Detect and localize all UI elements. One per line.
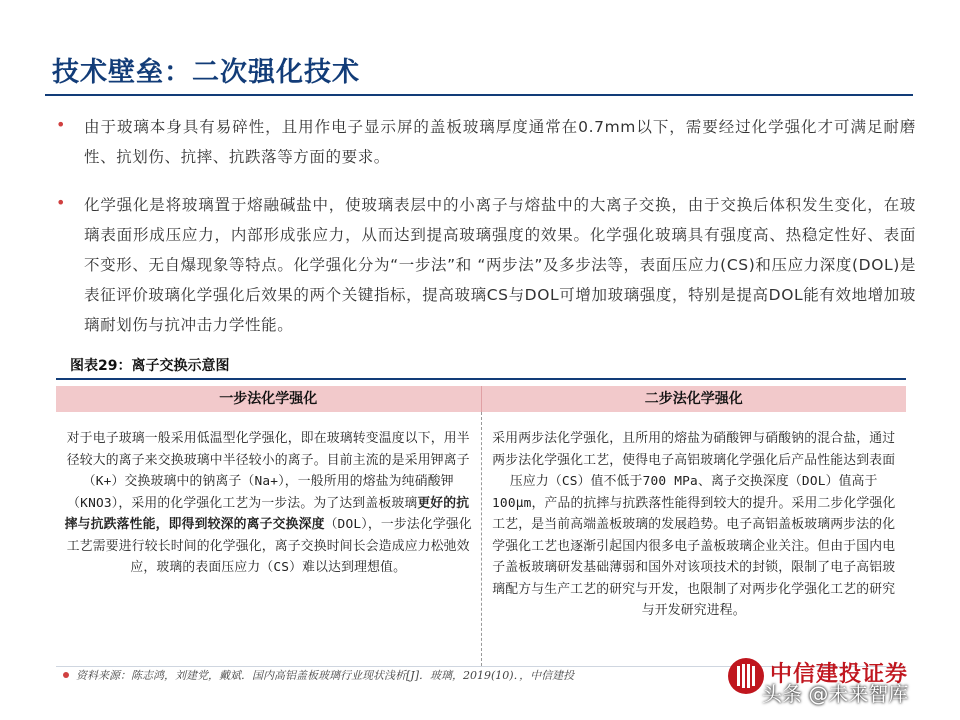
bullet-dot-icon: • [56, 193, 66, 212]
cell-one-step-bold: 更好的抗摔与抗跌落性能，即得到较深的离子交换深度 [64, 495, 470, 532]
title-bar [0, 0, 960, 95]
bullet-dot-icon: • [56, 115, 66, 134]
column-header-two-step: 二步法化学强化 [481, 386, 907, 412]
table-row [56, 412, 906, 667]
table-header-row [56, 386, 906, 412]
cell-one-step-text: 对于电子玻璃一般采用低温型化学强化，即在玻璃转变温度以下，用半径较大的离子来交换玻璃中半径较小的离子。目前主流的是采用钾离子（K+）交换玻璃中的钠离子（Na+），一般所用的熔盐为纯硝酸钾（KNO3），采用的化学强化工艺为一步法。为了达到盖板玻璃 [66, 431, 470, 511]
title-divider [45, 94, 913, 96]
bullet-text: 由于玻璃本身具有易碎性，且用作电子显示屏的盖板玻璃厚度通常在0.7mm以下，需要经过化学强化才可满足耐磨性、抗划伤、抗摔、抗跌落等方面的要求。 [84, 118, 916, 166]
column-header-one-step: 一步法化学强化 [56, 386, 481, 412]
company-name: 中信建投证券 [770, 661, 909, 687]
cell-one-step [56, 412, 481, 666]
company-logo-icon [726, 656, 766, 696]
bullet-list [56, 112, 916, 358]
figure-divider [56, 378, 906, 380]
source-note: 资料来源：陈志鸿，刘建党，戴斌．国内高铝盖板玻璃行业现状浅析[J]．玻璃，2019(10)．，中信建投 [76, 669, 575, 682]
figure-caption: 图表29：离子交换示意图 [70, 358, 230, 374]
comparison-table [56, 386, 906, 667]
watermark: 头条 @未来智库 [762, 682, 909, 706]
bullet-item [56, 112, 916, 172]
cell-one-step-text-end: （DOL），一步法化学强化工艺需要进行较长时间的化学强化，离子交换时间长会造成应力松弛效应，玻璃的表面压应力（CS）难以达到理想值。 [66, 517, 472, 575]
cell-two-step: 采用两步法化学强化，且所用的熔盐为硝酸钾与硝酸钠的混合盐，通过两步法化学强化工艺，使得电子高铝玻璃化学强化后产品性能达到表面压应力（CS）值不低于700 MPa、离子交换深度（DOL）值高于100μm，产品的抗摔与抗跌落性能得到较大的提升。采用二步化学强化工艺，是当前高端盖板玻璃的发展趋势。电子高铝盖板玻璃两步法的化学强化工艺也逐渐引起国内很多电子盖板玻璃企业关注。但由于国内电子盖板玻璃研发基础薄弱和国外对该项技术的封锁，限制了电子高铝玻璃配方与生产工艺的研究与开发，也限制了对两步化学强化工艺的研究与开发研究进程。 [481, 412, 907, 666]
page-title: 技术壁垒：二次强化技术 [52, 57, 360, 88]
bullet-item [56, 190, 916, 340]
source-bullet-icon [63, 672, 69, 678]
bullet-text: 化学强化是将玻璃置于熔融碱盐中，使玻璃表层中的小离子与熔盐中的大离子交换，由于交换后体积发生变化，在玻璃表面形成压应力，内部形成张应力，从而达到提高玻璃强度的效果。化学强化玻璃具有强度高、热稳定性好、表面不变形、无自爆现象等特点。化学强化分为“一步法”和 “两步法”及多步法等，表面压应力(CS)和压应力深度(DOL)是表征评价玻璃化学强化后效果的两个关键指标，提高玻璃CS与DOL可增加玻璃强度，特别是提高DOL能有效地增加玻璃耐划伤与抗冲击力学性能。 [84, 196, 916, 334]
